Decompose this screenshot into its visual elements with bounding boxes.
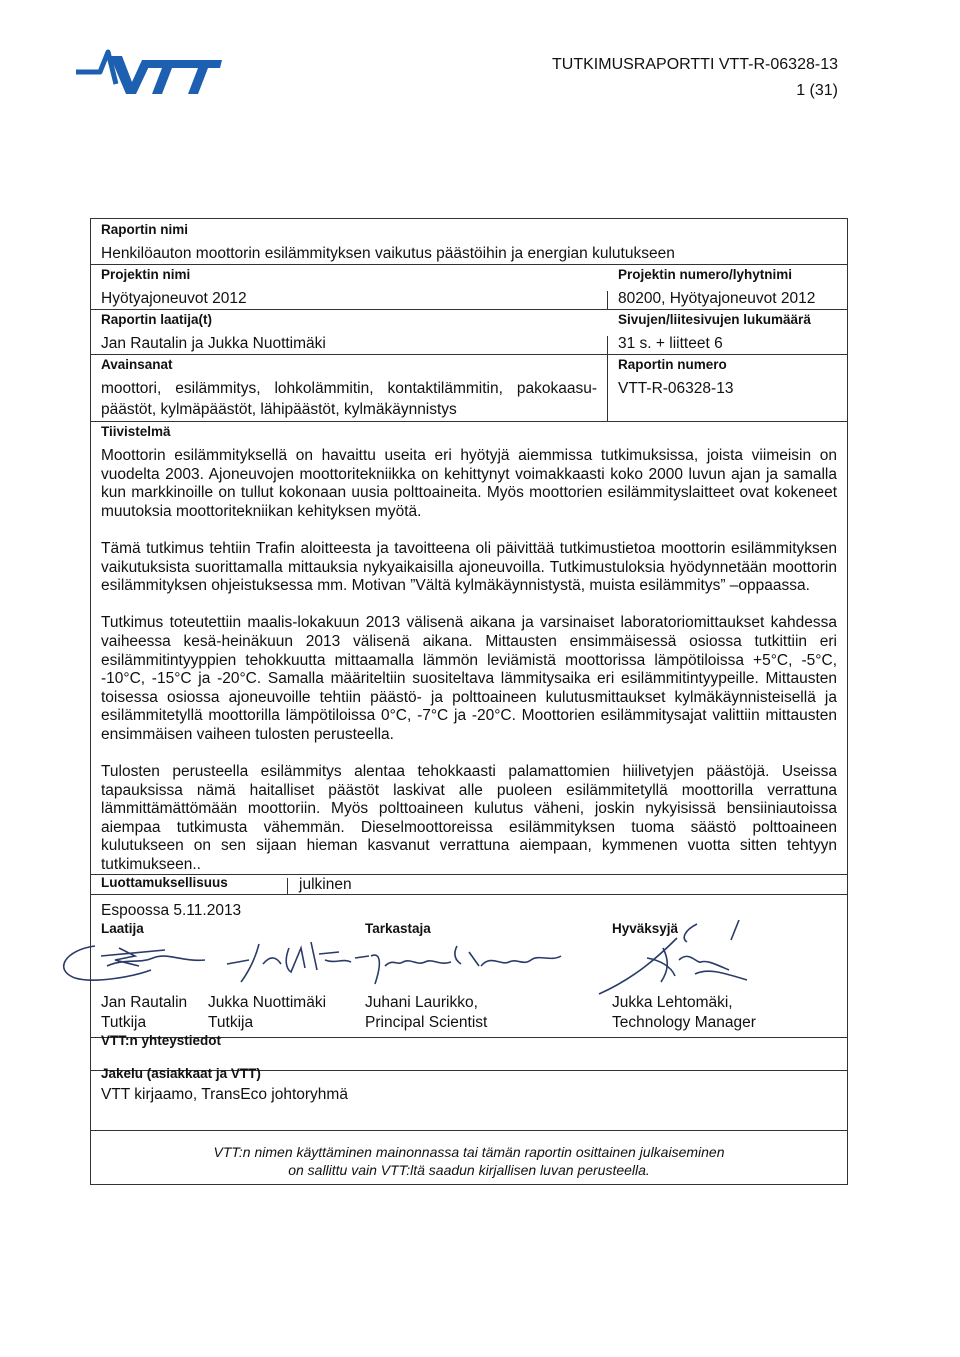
summary-paragraph: Tämä tutkimus tehtiin Trafin aloitteesta ja tavoitteena oli päivittää tutkimustietoa moottorin esilämmityksen vaikutuksista suorittamalla mittauksia nykyaikaisilla ajoneuvoilla. Tutkimustuloksia hyödynnetään moottorin esilämmityksen ohjeistuksessa mm. Motivan ”Vältä kylmäkäynnistystä, muista esilämmitys” –oppaassa.	[101, 539, 837, 595]
keywords-line-2: päästöt, kylmäpäästöt, lähipäästöt, kylmäkäynnistys	[101, 401, 457, 418]
author-heading: Laatija	[101, 921, 144, 936]
confidentiality-label: Luottamuksellisuus	[101, 875, 228, 890]
usage-note	[91, 1143, 847, 1179]
summary-paragraph: Tutkimus toteutettiin maalis-lokakuun 2013 välisenä aikana ja varsinaiset laboratoriomittaukset kahdessa vaiheessa kesä-heinäkuun 2013 välisenä aikana. Mittausten ensimmäisessä osiossa tutkittiin eri esilämmitintyyppien tehokkuutta mittaamalla lämmön leviämistä moottorissa lämpötiloissa +5°C, -5°C, -10°C, -15°C ja -20°C. Samalla määriteltiin suositeltava lämmitysaika eri esilämmitintyypeille. Mittausten toisessa osiossa ajoneuvoille tehtiin päästö- ja polttoaineen kulutusmittaukset kylmäkäynnisteisellä ja esilämmitetyllä moottorilla lämpötiloissa 0°C, -7°C ja -20°C. Moottorien esilämmitysajat valittiin mittausten ensimmäisen vaiheen tulosten perusteella.	[101, 614, 837, 743]
signer-title-nuottimaki: Tutkija	[208, 1014, 254, 1031]
project-no-label: Projektin numero/lyhytnimi	[618, 267, 793, 282]
signer-title-lehtomaki: Technology Manager	[612, 1014, 756, 1031]
project-label: Projektin nimi	[101, 267, 191, 282]
signer-title-laurikko: Principal Scientist	[365, 1014, 488, 1031]
pages-label: Sivujen/liitesivujen lukumäärä	[618, 312, 811, 327]
page-number: 1 (31)	[796, 82, 838, 99]
project-name: Hyötyajoneuvot 2012	[101, 290, 247, 307]
summary-paragraph: Moottorin esilämmityksellä on havaittu useita eri hyötyjä aiemmissa tutkimuksissa, joista viimeisin on vuodelta 2003. Ajoneuvojen moottoritekniikka on kehittynyt voimakkaasti koko 2000 luvun ajan ja samalla kun markkinoille on tullut kokonaan uusia polttoaineita. Myös moottorien esilämmityslaitteet ovat kokeneet muutoksia moottoritekniikan kehityksen myötä.	[101, 447, 837, 520]
report-no: VTT-R-06328-13	[618, 380, 734, 397]
report-no-label: Raportin numero	[618, 357, 727, 372]
distribution-row	[91, 1066, 847, 1131]
signer-name-nuottimaki: Jukka Nuottimäki	[208, 994, 327, 1011]
summary-row	[91, 421, 847, 875]
keywords-label: Avainsanat	[101, 357, 173, 372]
summary-paragraph: Tulosten perusteella esilämmitys alentaa tehokkaasti palamattomien hiilivetyjen päästöjä. Useissa tapauksissa nämä haitalliset päästöt laskivat alle puoleen esilämmitetyllä moottorilla verrattuna lämmittämättömään moottoriin. Myös polttoaineen kulutus väheni, joskin nykyisissä bensiiniautoissa aiempaa tutkimusta vähemmän. Dieselmoottoreissa esilämmityksen tuoma säästö polttoaineen kulutukseen on sen sijaan hieman kasvanut verrattuna aiempaan, kymmenen vuotta sitten tehtyyn tutkimukseen..	[101, 763, 837, 874]
signer-name-rautalin: Jan Rautalin	[101, 994, 188, 1011]
signature-nuottimaki	[219, 934, 379, 986]
project-row	[91, 264, 847, 310]
reviewer-heading: Tarkastaja	[365, 921, 431, 936]
signer-title-rautalin: Tutkija	[101, 1014, 147, 1031]
place-date: Espoossa 5.11.2013	[101, 902, 242, 919]
contact-label: VTT:n yhteystiedot	[101, 1033, 222, 1048]
report-form	[90, 218, 848, 1185]
signature-lehtomaki	[589, 920, 759, 1002]
keywords-line-1: moottori, esilämmitys, lohkolämmitin, kontaktilämmitin, pakokaasu-	[101, 380, 597, 397]
title-label: Raportin nimi	[101, 222, 188, 237]
authors: Jan Rautalin ja Jukka Nuottimäki	[101, 335, 326, 352]
usage-note-line-2: on sallittu vain VTT:ltä saadun kirjallisen luvan perusteella.	[288, 1162, 650, 1178]
signer-name-lehtomaki: Jukka Lehtomäki,	[612, 994, 733, 1011]
report-title: Henkilöauton moottorin esilämmityksen vaikutus päästöihin ja energian kulutukseen	[101, 245, 675, 262]
project-no: 80200, Hyötyajoneuvot 2012	[618, 290, 816, 307]
vtt-logo	[74, 44, 224, 98]
signature-rautalin	[55, 936, 215, 988]
keywords-divider	[607, 354, 608, 421]
confidentiality-value: julkinen	[299, 876, 352, 893]
keywords-row	[91, 354, 847, 422]
report-code-header: TUTKIMUSRAPORTTI VTT-R-06328-13	[552, 56, 838, 73]
summary-label: Tiivistelmä	[101, 424, 171, 439]
authors-row	[91, 309, 847, 355]
signature-laurikko	[361, 936, 571, 988]
approver-heading: Hyväksyjä	[612, 921, 679, 936]
signature-row	[91, 894, 847, 1038]
signer-name-laurikko: Juhani Laurikko,	[365, 994, 478, 1011]
distribution-value: VTT kirjaamo, TransEco johtoryhmä	[101, 1086, 348, 1103]
authors-label: Raportin laatija(t)	[101, 312, 213, 327]
pages-count: 31 s. + liitteet 6	[618, 335, 723, 352]
distribution-label: Jakelu (asiakkaat ja VTT)	[101, 1066, 261, 1081]
confidentiality-row	[91, 874, 847, 895]
title-row	[91, 219, 847, 265]
summary-text	[101, 447, 837, 875]
usage-note-line-1: VTT:n nimen käyttäminen mainonnassa tai tämän raportin osittainen julkaiseminen	[213, 1144, 725, 1160]
